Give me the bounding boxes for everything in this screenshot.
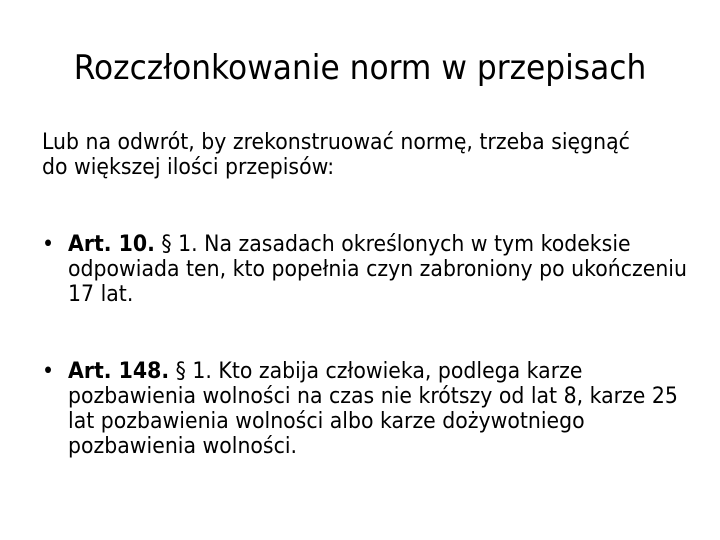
list-item-art-148 [42, 359, 700, 459]
intro-text: Lub na odwrót, by zrekonstruować normę, trzeba sięgnąć do większej ilości przepisów: [42, 130, 630, 180]
list-item-art-10 [42, 232, 700, 307]
article-text: § 1. Kto zabija człowieka, podlega karze pozbawienia wolności na czas nie krótszy od lat 8, karze 25 lat pozbawienia wolności albo karze dożywotniego pozbawienia wolności. [68, 359, 678, 459]
bullet-icon: • [42, 359, 55, 384]
bullet-icon: • [42, 232, 55, 257]
article-text: § 1. Na zasadach określonych w tym kodeksie odpowiada ten, kto popełnia czyn zabroniony po ukończeniu 17 lat. [68, 232, 687, 307]
article-reference: Art. 10. [68, 232, 155, 257]
bullet-list [42, 232, 702, 459]
article-reference: Art. 148. [68, 359, 170, 384]
slide-title: Rozczłonkowanie norm w przepisach [73, 48, 647, 88]
